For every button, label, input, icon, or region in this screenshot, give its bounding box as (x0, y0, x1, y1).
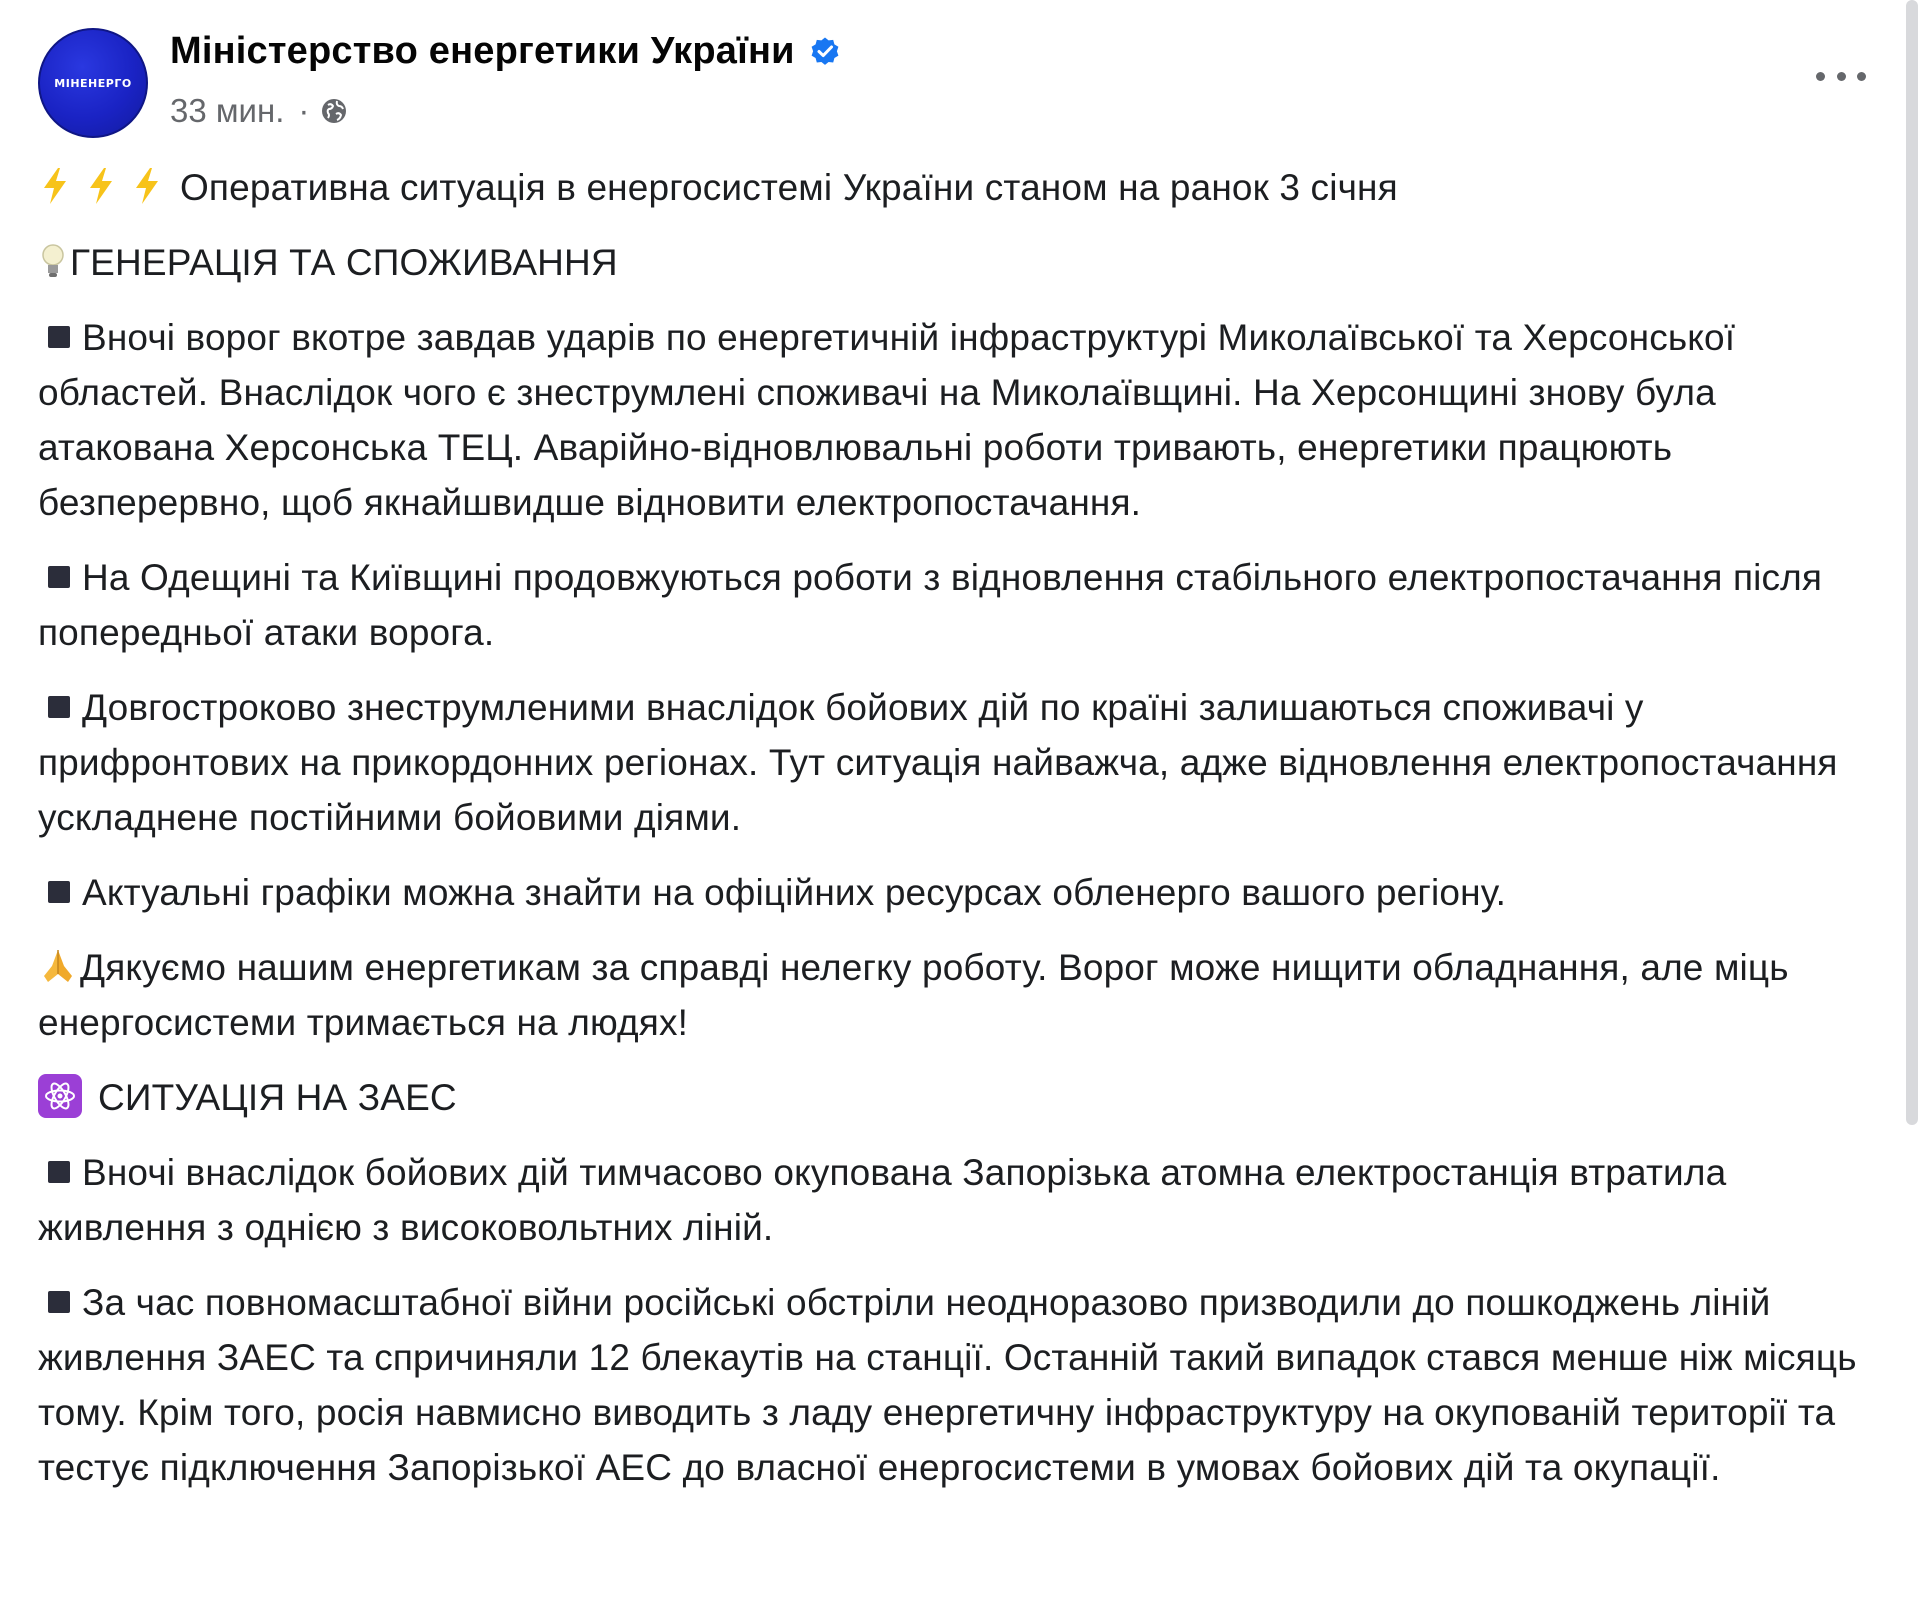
more-options-icon[interactable] (1816, 64, 1866, 88)
avatar-logo-text: МІНЕНЕРГО (54, 76, 132, 90)
paragraph (38, 1275, 1898, 1495)
black-square-emoji (48, 566, 70, 588)
bolt-emoji-group (38, 166, 176, 206)
paragraph (38, 550, 1898, 660)
post-title: Оперативна ситуація в енергосистемі України станом на ранок 3 січня (180, 167, 1398, 208)
paragraph (38, 680, 1898, 845)
paragraph-text: Довгостроково знеструмленими внаслідок бойових дій по країні залишаються споживачі у прифронтових на прикордонних регіонах. Тут ситуація найважча, адже відновлення електропостачання ускладнене постійними бойовими діями. (38, 687, 1838, 838)
scrollbar-thumb[interactable] (1906, 0, 1918, 1125)
paragraph (38, 310, 1898, 530)
section-zaes-heading-line (38, 1070, 1898, 1125)
avatar[interactable] (38, 28, 148, 138)
black-square-emoji (48, 881, 70, 903)
black-square-emoji (48, 1291, 70, 1313)
light-bulb-emoji (38, 241, 68, 281)
paragraph-text: Актуальні графіки можна знайти на офіційних ресурсах обленерго вашого регіону. (82, 872, 1507, 913)
more-dot-icon (1837, 72, 1846, 81)
black-square-emoji (48, 696, 70, 718)
high-voltage-emoji (130, 166, 164, 206)
atom-symbol-emoji (38, 1074, 82, 1118)
black-square-emoji (48, 326, 70, 348)
section-generation-heading-line (38, 235, 1898, 290)
page-name-link[interactable]: Міністерство енергетики України (170, 30, 795, 72)
atom-icon (38, 1074, 82, 1118)
section-zaes-heading: СИТУАЦІЯ НА ЗАЕС (98, 1077, 457, 1118)
high-voltage-emoji (84, 166, 118, 206)
paragraph-text: Дякуємо нашим енергетикам за справді нелегку роботу. Ворог може нищити обладнання, але міць енергосистеми тримається на людях! (38, 947, 1789, 1043)
post-meta (170, 92, 349, 130)
post-body (38, 160, 1898, 1515)
more-dot-icon (1857, 72, 1866, 81)
globe-icon (319, 96, 349, 126)
scrollbar-track[interactable] (1902, 0, 1920, 1619)
more-dot-icon (1816, 72, 1825, 81)
post-timestamp[interactable]: 33 мин. (170, 92, 285, 129)
page-name-row (170, 30, 841, 73)
paragraph (38, 865, 1898, 920)
meta-separator: · (298, 92, 310, 129)
paragraph-text: Вночі внаслідок бойових дій тимчасово окупована Запорізька атомна електростанція втратила живлення з однією з високовольтних ліній. (38, 1152, 1727, 1248)
black-square-emoji (48, 1161, 70, 1183)
section-generation-heading: ГЕНЕРАЦІЯ ТА СПОЖИВАННЯ (70, 242, 618, 283)
paragraph-text: Вночі ворог вкотре завдав ударів по енергетичній інфраструктурі Миколаївської та Херсонської областей. Внаслідок чого є знеструмлені споживачі на Миколаївщині. На Херсонщині знову була атакована Херсонська ТЕЦ. Аварійно-відновлювальні роботи тривають, енергетики працюють безперервно, щоб якнайшвидше відновити електропостачання. (38, 317, 1736, 523)
high-voltage-emoji (38, 166, 72, 206)
paragraph (38, 1145, 1898, 1255)
paragraph-text: На Одещині та Київщині продовжуються роботи з відновлення стабільного електропостачання після попередньої атаки ворога. (38, 557, 1823, 653)
paragraph (38, 940, 1898, 1050)
post-header (38, 26, 1878, 138)
verified-badge-icon (809, 36, 841, 68)
paragraph-text: За час повномасштабної війни російські обстріли неодноразово призводили до пошкоджень ліній живлення ЗАЕС та спричиняли 12 блекаутів на станції. Останній такий випадок стався менше ніж місяць тому. Крім того, росія навмисно виводить з ладу енергетичну інфраструктуру на окупованій території та тестує підключення Запорізької АЕС до власної енергосистеми в умовах бойових дій та окупації. (38, 1282, 1857, 1488)
folded-hands-emoji (38, 946, 78, 986)
post-title-line (38, 160, 1898, 215)
